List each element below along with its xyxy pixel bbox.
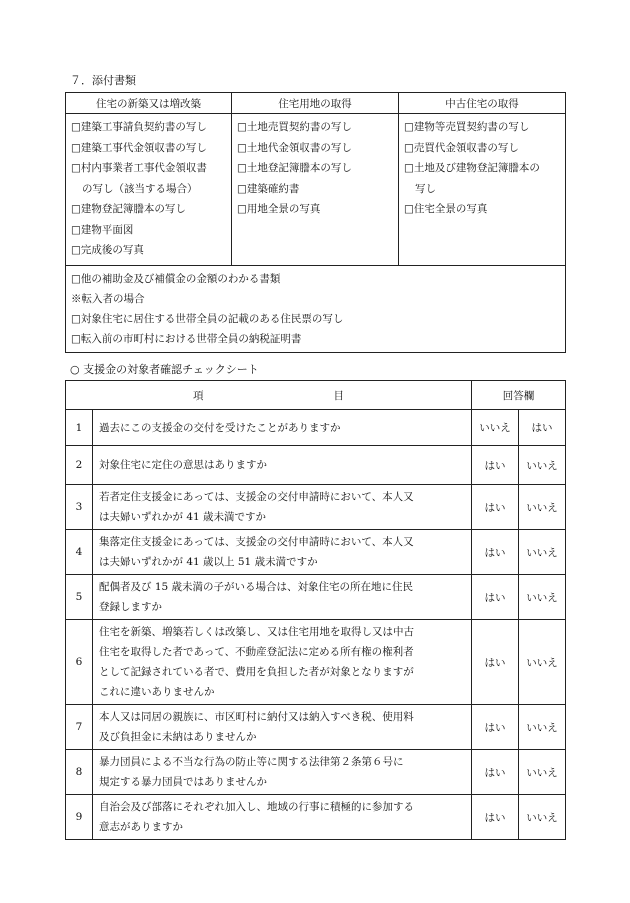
- attach-item: □建築工事代金領収書の写し: [71, 141, 207, 154]
- checklist-header-item: [66, 381, 472, 410]
- checklist-question: [93, 485, 472, 530]
- checklist-question-line: 対象住宅に定住の意思はありますか: [99, 459, 267, 471]
- attach-item: □完成後の写真: [71, 244, 144, 256]
- checklist-answer-option-1[interactable]: はい: [472, 575, 519, 620]
- attach-column-2: [232, 114, 399, 266]
- checklist-question-line: は夫婦いずれかが 41 歳以上 51 歳未満ですか: [99, 556, 318, 568]
- checklist-row: [66, 750, 566, 795]
- checklist-row-number: 9: [66, 795, 93, 840]
- checklist-question-line: 登録しますか: [99, 601, 162, 613]
- attach-item: □土地登記簿謄本の写し: [237, 162, 352, 174]
- eligibility-checklist-table: [65, 380, 566, 840]
- checklist-row: [66, 446, 566, 485]
- checklist-row-number: 3: [66, 485, 93, 530]
- checklist-question-line: 本人又は同居の親族に、市区町村に納付又は納入すべき税、使用料: [99, 711, 414, 723]
- checklist-answer-option-2[interactable]: いいえ: [519, 750, 566, 795]
- checklist-row: [66, 620, 566, 705]
- checklist-answer-option-2[interactable]: いいえ: [519, 620, 566, 705]
- attach-item: □土地代金領収書の写し: [237, 141, 352, 154]
- checklist-answer-option-1[interactable]: はい: [472, 485, 519, 530]
- checklist-answer-option-1[interactable]: はい: [472, 530, 519, 575]
- checklist-question-line: 配偶者及び 15 歳未満の子がいる場合は、対象住宅の所在地に住民: [99, 581, 414, 593]
- attach-item: □建物登記簿謄本の写し: [71, 203, 186, 215]
- checklist-row-number: 4: [66, 530, 93, 575]
- checklist-question-line: は夫婦いずれかが 41 歳未満ですか: [99, 511, 267, 523]
- attach-item: □建築工事請負契約書の写し: [71, 121, 207, 133]
- attach-column-1: [66, 114, 232, 266]
- checklist-title: ○ 支援金の対象者確認チェックシート: [70, 363, 259, 376]
- checklist-answer-option-2[interactable]: いいえ: [519, 575, 566, 620]
- checklist-question-line: 集落定住支援金にあっては、支援金の交付申請時において、本人又: [99, 536, 414, 548]
- attach-item: 写し: [415, 182, 436, 195]
- attach-item: □建築確約書: [237, 182, 300, 195]
- attach-column-3: [399, 114, 566, 266]
- checklist-question-line: 規定する暴力団員ではありませんか: [99, 776, 267, 788]
- checklist-row-number: 8: [66, 750, 93, 795]
- attach-header-new-build: 住宅の新築又は増改築: [66, 93, 232, 114]
- checklist-question-line: 住宅を取得した者であって、不動産登記法に定める所有権の権利者: [99, 646, 414, 658]
- checklist-question: [93, 750, 472, 795]
- attach-common-docs: [66, 265, 566, 352]
- checklist-answer-option-1[interactable]: いいえ: [472, 410, 519, 446]
- checklist-answer-option-2[interactable]: いいえ: [519, 530, 566, 575]
- checklist-question-line: 及び負担金に未納はありませんか: [99, 731, 257, 743]
- attach-item: の写し（該当する場合）: [82, 182, 198, 195]
- attach-item: □建物等売買契約書の写し: [404, 121, 530, 133]
- checklist-row: [66, 705, 566, 750]
- checklist-question-line: 住宅を新築、増築若しくは改築し、又は住宅用地を取得し又は中古: [99, 626, 414, 638]
- checklist-answer-option-2[interactable]: いいえ: [519, 485, 566, 530]
- checklist-question-line: これに違いありませんか: [99, 686, 215, 698]
- checklist-question: [93, 620, 472, 705]
- checklist-answer-option-1[interactable]: はい: [472, 795, 519, 840]
- checklist-question: [93, 530, 472, 575]
- checklist-row: [66, 410, 566, 446]
- checklist-answer-option-1[interactable]: はい: [472, 705, 519, 750]
- checklist-question-line: 暴力団員による不当な行為の防止等に関する法律第２条第６号に: [99, 756, 404, 768]
- checklist-row: [66, 530, 566, 575]
- checklist-row-number: 1: [66, 410, 93, 446]
- checklist-question: [93, 446, 472, 485]
- checklist-row-number: 5: [66, 575, 93, 620]
- attach-item: □村内事業者工事代金領収書: [71, 162, 207, 174]
- checklist-question-line: として記録されている者で、費用を負担した者が対象となりますが: [99, 666, 414, 678]
- attach-item: □住宅全景の写真: [404, 203, 488, 215]
- attach-common-line: □転入前の市町村における世帯全員の納税証明書: [71, 332, 302, 345]
- checklist-row-number: 2: [66, 446, 93, 485]
- attach-columns-row: [66, 114, 566, 266]
- checklist-question: [93, 705, 472, 750]
- section7-title: ７．添付書類: [70, 74, 136, 87]
- checklist-header-answer: 回答欄: [472, 381, 566, 410]
- checklist-question: [93, 410, 472, 446]
- attach-item: □売買代金領収書の写し: [404, 141, 519, 154]
- checklist-answer-option-2[interactable]: いいえ: [519, 446, 566, 485]
- checklist-answer-option-1[interactable]: はい: [472, 750, 519, 795]
- checklist-answer-option-2[interactable]: はい: [519, 410, 566, 446]
- attach-common-line: ※転入者の場合: [71, 292, 145, 305]
- checklist-question: [93, 575, 472, 620]
- checklist-row: [66, 575, 566, 620]
- attach-item: □土地売買契約書の写し: [237, 121, 352, 133]
- attachments-table: [65, 92, 566, 353]
- checklist-header-item-left: 項: [193, 389, 204, 402]
- attach-header-land: 住宅用地の取得: [232, 93, 399, 114]
- checklist-question-line: 自治会及び部落にそれぞれ加入し、地域の行事に積極的に参加する: [99, 801, 414, 813]
- checklist-answer-option-1[interactable]: はい: [472, 446, 519, 485]
- checklist-question-line: 過去にこの支援金の交付を受けたことがありますか: [99, 421, 341, 434]
- checklist-question: [93, 795, 472, 840]
- checklist-answer-option-2[interactable]: いいえ: [519, 795, 566, 840]
- checklist-row-number: 7: [66, 705, 93, 750]
- checklist-question-line: 意志がありますか: [99, 821, 183, 833]
- attach-item: □土地及び建物登記簿謄本の: [404, 162, 540, 174]
- attach-item: □建物平面図: [71, 223, 134, 236]
- checklist-answer-option-2[interactable]: いいえ: [519, 705, 566, 750]
- checklist-row-number: 6: [66, 620, 93, 705]
- checklist-question-line: 若者定住支援金にあっては、支援金の交付申請時において、本人又: [99, 491, 414, 503]
- attach-common-line: □対象住宅に居住する世帯全員の記載のある住民票の写し: [71, 312, 344, 325]
- checklist-row: [66, 795, 566, 840]
- checklist-answer-option-1[interactable]: はい: [472, 620, 519, 705]
- checklist-row: [66, 485, 566, 530]
- attach-common-line: □他の補助金及び補償金の金額のわかる書類: [71, 272, 281, 285]
- checklist-header-item-right: 目: [333, 389, 344, 402]
- attach-item: □用地全景の写真: [237, 203, 321, 215]
- attach-header-used-house: 中古住宅の取得: [399, 93, 566, 114]
